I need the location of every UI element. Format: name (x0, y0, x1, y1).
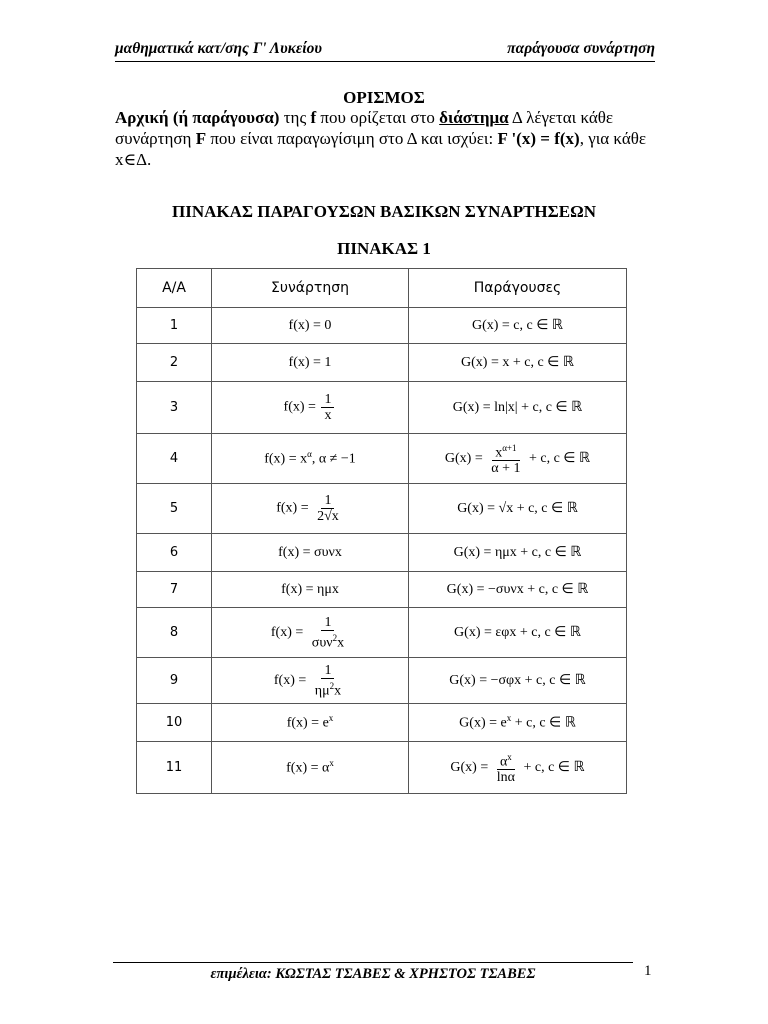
fraction-denominator: α + 1 (491, 461, 521, 477)
fraction (321, 392, 334, 423)
definition-F: F (195, 129, 207, 148)
header-left: μαθηματικά κατ/σης Γ' Λυκείου (115, 40, 322, 57)
table-row (137, 344, 627, 382)
antiderivatives-table (136, 268, 627, 794)
antiderivative-cell: G(x) = −σφx + c, c ∈ ℝ (409, 658, 627, 704)
antiderivative-suffix: + c, c ∈ ℝ (528, 450, 591, 466)
denominator-function: συν (311, 635, 333, 651)
antiderivative-cell: G(x) = c, c ∈ ℝ (409, 308, 627, 344)
fraction (494, 750, 518, 786)
definition-equation: F '(x) = f(x) (497, 129, 580, 148)
function-base: f(x) = α (286, 760, 330, 776)
fraction-numerator (492, 441, 519, 462)
definition-text-part: της (279, 108, 311, 127)
fraction-denominator: x (324, 408, 332, 423)
antiderivative-cell (409, 434, 627, 484)
numerator-exponent: x (507, 751, 512, 762)
numerator-exponent: α+1 (502, 442, 517, 453)
fraction-denominator: 2√x (317, 509, 339, 524)
row-number: 8 (137, 608, 212, 658)
definition-term: Αρχική (ή παράγουσα) (115, 108, 280, 127)
antiderivative-cell (409, 742, 627, 794)
function-prefix: f(x) = (276, 500, 309, 516)
denominator-exponent: 2 (329, 680, 335, 691)
antiderivative-cell: G(x) = √x + c, c ∈ ℝ (409, 484, 627, 534)
table-row (137, 434, 627, 484)
table-row (137, 308, 627, 344)
function-prefix: f(x) = (273, 672, 307, 688)
row-number: 6 (137, 534, 212, 572)
row-number: 5 (137, 484, 212, 534)
antiderivative-cell: G(x) = x + c, c ∈ ℝ (409, 344, 627, 382)
fraction (488, 441, 523, 477)
table-row (137, 608, 627, 658)
fraction-denominator: lnα (496, 770, 515, 786)
denominator-variable: x (337, 635, 345, 651)
fraction-numerator (497, 750, 515, 771)
row-number: 1 (137, 308, 212, 344)
denominator-exponent: 2 (332, 632, 338, 643)
function-cell: f(x) = 1 (212, 344, 409, 382)
row-number: 11 (137, 742, 212, 794)
col-header-function: Συνάρτηση (212, 269, 409, 308)
function-prefix: f(x) = (283, 399, 316, 415)
row-number: 4 (137, 434, 212, 484)
definition-f: f (310, 108, 317, 127)
fraction-numerator: 1 (321, 663, 334, 679)
antiderivative-cell: G(x) = −συνx + c, c ∈ ℝ (409, 572, 627, 608)
table-header-row (137, 269, 627, 308)
definition-interval: διάστημα (439, 108, 509, 127)
function-cell (212, 382, 409, 434)
row-number: 10 (137, 704, 212, 742)
table-row (137, 534, 627, 572)
function-cell (212, 434, 409, 484)
page-footer: επιμέλεια: ΚΩΣΤΑΣ ΤΣΑΒΕΣ & ΧΡΗΣΤΟΣ ΤΣΑΒΕΣ (113, 962, 633, 983)
function-base: f(x) = e (286, 715, 329, 731)
function-condition: , α ≠ −1 (311, 451, 356, 467)
fraction (309, 615, 347, 651)
antiderivative-cell (409, 704, 627, 742)
function-cell (212, 704, 409, 742)
antiderivative-cell: G(x) = ημx + c, c ∈ ℝ (409, 534, 627, 572)
antiderivative-cell: G(x) = εφx + c, c ∈ ℝ (409, 608, 627, 658)
antiderivative-prefix: G(x) = (450, 759, 489, 775)
page-header (115, 40, 655, 62)
table-row (137, 484, 627, 534)
function-base: f(x) = x (264, 451, 308, 467)
col-header-antiderivative: Παράγουσες (409, 269, 627, 308)
header-right: παράγουσα συνάρτηση (507, 40, 655, 57)
function-cell (212, 658, 409, 704)
function-exponent: α (307, 449, 312, 460)
function-cell (212, 742, 409, 794)
fraction (314, 493, 342, 524)
antiderivative-suffix: + c, c ∈ ℝ (523, 759, 585, 775)
row-number: 2 (137, 344, 212, 382)
row-number: 7 (137, 572, 212, 608)
denominator-variable: x (334, 683, 342, 699)
table-subheading: ΠΙΝΑΚΑΣ 1 (337, 239, 431, 258)
antiderivative-base: G(x) = e (459, 715, 507, 731)
function-cell: f(x) = 0 (212, 308, 409, 344)
definition-title: ΟΡΙΣΜΟΣ (343, 88, 425, 107)
col-header-number: Α/Α (137, 269, 212, 308)
table-row (137, 704, 627, 742)
definition-text-part: Δ λέγεται κάθε συνάρτηση (115, 108, 614, 148)
fraction (312, 663, 344, 699)
definition-text-part: , για κάθε x∈Δ. (115, 129, 647, 169)
numerator-base: x (495, 445, 503, 461)
numerator-base: α (499, 754, 508, 770)
fraction-numerator: 1 (321, 392, 334, 408)
page-number: 1 (644, 963, 652, 979)
denominator-function: ημ (314, 683, 330, 699)
function-cell: f(x) = ημx (212, 572, 409, 608)
definition-text-part: που είναι παραγωγίσιμη στο Δ και ισχύει: (206, 129, 498, 148)
antiderivative-suffix: + c, c ∈ ℝ (511, 715, 576, 731)
fraction-denominator (312, 679, 344, 699)
table-row (137, 658, 627, 704)
function-cell (212, 484, 409, 534)
function-exponent: x (329, 758, 334, 769)
definition-text-part: που ορίζεται στο (316, 108, 440, 127)
table-row (137, 572, 627, 608)
function-exponent: x (328, 713, 334, 724)
fraction-denominator (309, 631, 347, 651)
fraction-numerator: 1 (321, 493, 334, 509)
antiderivative-exponent: x (506, 713, 512, 724)
function-cell (212, 608, 409, 658)
definition-text (115, 107, 655, 170)
row-number: 3 (137, 382, 212, 434)
function-prefix: f(x) = (270, 624, 304, 640)
row-number: 9 (137, 658, 212, 704)
table-row (137, 382, 627, 434)
fraction-numerator: 1 (321, 615, 334, 631)
table-heading: ΠΙΝΑΚΑΣ ΠΑΡΑΓΟΥΣΩΝ ΒΑΣΙΚΩΝ ΣΥΝΑΡΤΗΣΕΩΝ (172, 202, 596, 221)
antiderivative-cell: G(x) = ln|x| + c, c ∈ ℝ (409, 382, 627, 434)
antiderivative-prefix: G(x) = (444, 450, 483, 466)
table-row (137, 742, 627, 794)
function-cell: f(x) = συνx (212, 534, 409, 572)
